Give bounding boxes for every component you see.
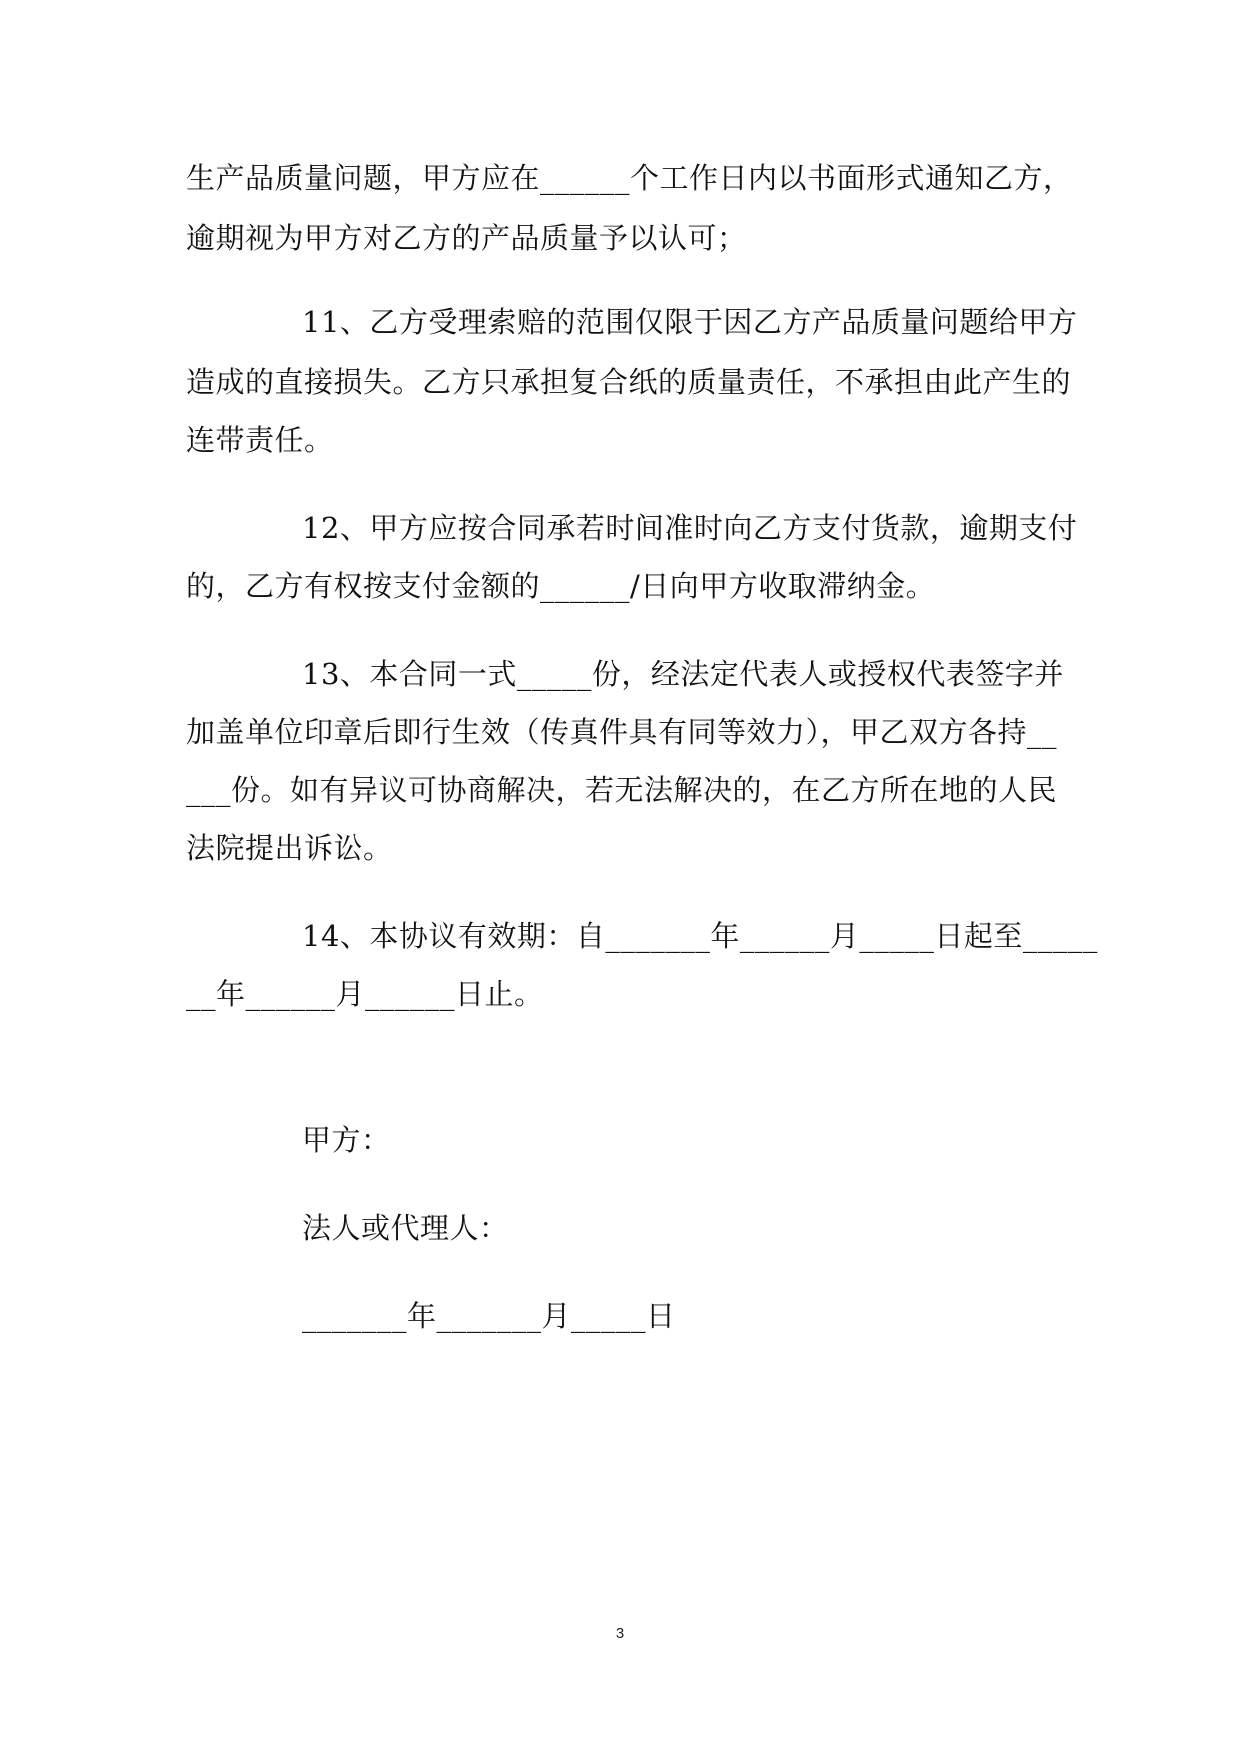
text-line: 生产品质量问题，甲方应在______个工作日内以书面形式通知乙方，	[186, 161, 1073, 195]
text-line: 的，乙方有权按支付金额的______/日向甲方收取滞纳金。	[186, 569, 936, 603]
clause-12-line: 12、甲方应按合同承若时间准时向乙方支付货款，逾期支付	[302, 511, 1078, 545]
text-line: 逾期视为甲方对乙方的产品质量予以认可；	[186, 221, 747, 255]
text-line: 造成的直接损失。乙方只承担复合纸的质量责任，不承担由此产生的	[186, 365, 1072, 399]
party-a-label: 甲方：	[302, 1123, 391, 1157]
text-line: ___份。如有异议可协商解决，若无法解决的，在乙方所在地的人民	[186, 773, 1058, 807]
text-line: 加盖单位印章后即行生效（传真件具有同等效力），甲乙双方各持__	[186, 715, 1058, 749]
clause-14-line: 14、本协议有效期：自_______年______月_____日起至_____	[302, 919, 1098, 953]
page-number: 3	[615, 1625, 625, 1642]
text-line: 法院提出诉讼。	[186, 831, 393, 865]
signature-date-line: _______年_______月_____日	[302, 1299, 676, 1333]
text-line: __年______月______日止。	[186, 977, 544, 1011]
clause-11-line: 11、乙方受理索赔的范围仅限于因乙方产品质量问题给甲方	[302, 305, 1078, 339]
text-line: 连带责任。	[186, 423, 334, 457]
clause-13-line: 13、本合同一式_____份，经法定代表人或授权代表签字并	[302, 657, 1064, 691]
legal-representative-label: 法人或代理人：	[302, 1211, 509, 1245]
